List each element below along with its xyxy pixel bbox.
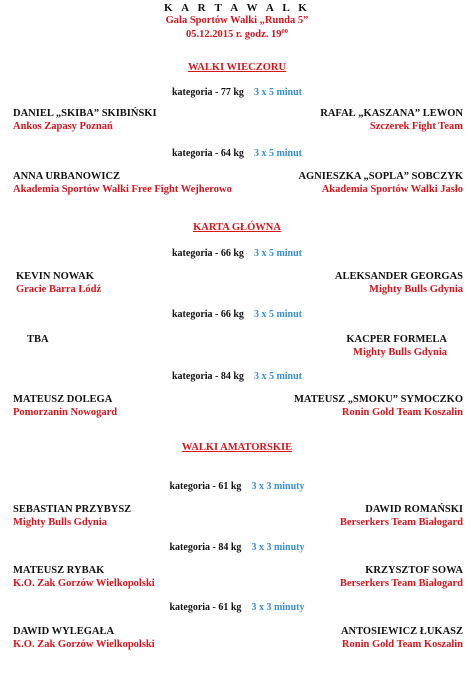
fighter-right-club: Akademia Sportów Walki Jasło: [321, 184, 463, 195]
category-label: kategoria - 66 kg: [171, 309, 244, 320]
fighter-right-club: Berserkers Team Białogard: [339, 517, 463, 528]
fighter-left-club: K.O. Zak Gorzów Wielkopolski: [13, 639, 155, 650]
fighter-right-name: KACPER FORMELA: [346, 334, 447, 345]
fight-category: [0, 481, 474, 492]
fight-category: [0, 309, 474, 320]
category-label: kategoria - 84 kg: [171, 371, 244, 382]
fighter-right-club: Mighty Bulls Gdynia: [369, 284, 463, 295]
event-name: Gala Sportów Walki „Runda 5”: [165, 15, 309, 26]
fighter-left-club: Gracie Barra Łódź: [16, 284, 102, 295]
category-label: kategoria - 84 kg: [169, 542, 242, 553]
fight-category: [0, 248, 474, 259]
category-label: kategoria - 61 kg: [169, 602, 242, 613]
fight-category: [0, 602, 474, 613]
rounds-label: 3 x 5 minut: [253, 248, 302, 259]
event-time-minutes: 00: [281, 28, 289, 35]
fight-category: [0, 542, 474, 553]
fighter-right-club: Mighty Bulls Gdynia: [353, 347, 447, 358]
rounds-label: 3 x 5 minut: [253, 148, 302, 159]
section-title-karta-glowna: KARTA GŁÓWNA: [193, 222, 281, 233]
fighter-left-name: MATEUSZ RYBAK: [13, 565, 105, 576]
fighter-right-name: RAFAŁ „KASZANA” LEWON: [320, 108, 463, 119]
fighter-right-name: AGNIESZKA „SOPLA” SOBCZYK: [298, 171, 463, 182]
rounds-label: 3 x 5 minut: [253, 309, 302, 320]
fighter-left-name: DANIEL „SKIBA” SKIBIŃSKI: [13, 108, 157, 119]
fighter-left-club: Mighty Bulls Gdynia: [13, 517, 107, 528]
category-label: kategoria - 61 kg: [169, 481, 242, 492]
fighter-right-club: Berserkers Team Białogard: [339, 578, 463, 589]
fighter-right-name: KRZYSZTOF SOWA: [365, 565, 463, 576]
section-title-walki-wieczoru: WALKI WIECZORU: [187, 62, 287, 73]
rounds-label: 3 x 3 minuty: [251, 602, 305, 613]
section-title-walki-amatorskie: WALKI AMATORSKIE: [181, 442, 293, 453]
rounds-label: 3 x 5 minut: [253, 371, 302, 382]
category-label: kategoria - 66 kg: [171, 248, 244, 259]
rounds-label: 3 x 3 minuty: [251, 481, 305, 492]
fighter-right-club: Ronin Gold Team Koszalin: [341, 407, 463, 418]
category-label: kategoria - 64 kg: [171, 148, 244, 159]
fighter-left-name: TBA: [27, 334, 49, 345]
fighter-left-name: SEBASTIAN PRZYBYSZ: [13, 504, 132, 515]
event-date-text: 05.12.2015 r. godz. 19: [185, 29, 282, 40]
fighter-left-club: Pomorzanin Nowogard: [13, 407, 118, 418]
fighter-left-name: KEVIN NOWAK: [16, 271, 94, 282]
fighter-right-name: ANTOSIEWICZ ŁUKASZ: [340, 626, 463, 637]
fighter-right-name: MATEUSZ „SMOKU” SYMOCZKO: [294, 394, 463, 405]
fight-category: [0, 371, 474, 382]
category-label: kategoria - 77 kg: [171, 87, 244, 98]
fighter-right-name: DAWID ROMAŃSKI: [365, 504, 463, 515]
fighter-right-name: ALEKSANDER GEORGAS: [334, 271, 463, 282]
event-date: [0, 28, 474, 40]
page-title: K A R T A W A L K: [164, 2, 310, 14]
fighter-right-club: Szczerek Fight Team: [369, 121, 463, 132]
rounds-label: 3 x 5 minut: [253, 87, 302, 98]
fighter-left-name: ANNA URBANOWICZ: [13, 171, 121, 182]
fight-category: [0, 148, 474, 159]
fighter-left-name: DAWID WYLEGAŁA: [13, 626, 115, 637]
fighter-left-club: Ankos Zapasy Poznań: [13, 121, 113, 132]
fight-category: [0, 87, 474, 98]
fighter-right-club: Ronin Gold Team Koszalin: [341, 639, 463, 650]
rounds-label: 3 x 3 minuty: [251, 542, 305, 553]
fighter-left-club: K.O. Zak Gorzów Wielkopolski: [13, 578, 155, 589]
fighter-left-club: Akademia Sportów Walki Free Fight Wejherowo: [13, 184, 232, 195]
fighter-left-name: MATEUSZ DOLEGA: [13, 394, 113, 405]
